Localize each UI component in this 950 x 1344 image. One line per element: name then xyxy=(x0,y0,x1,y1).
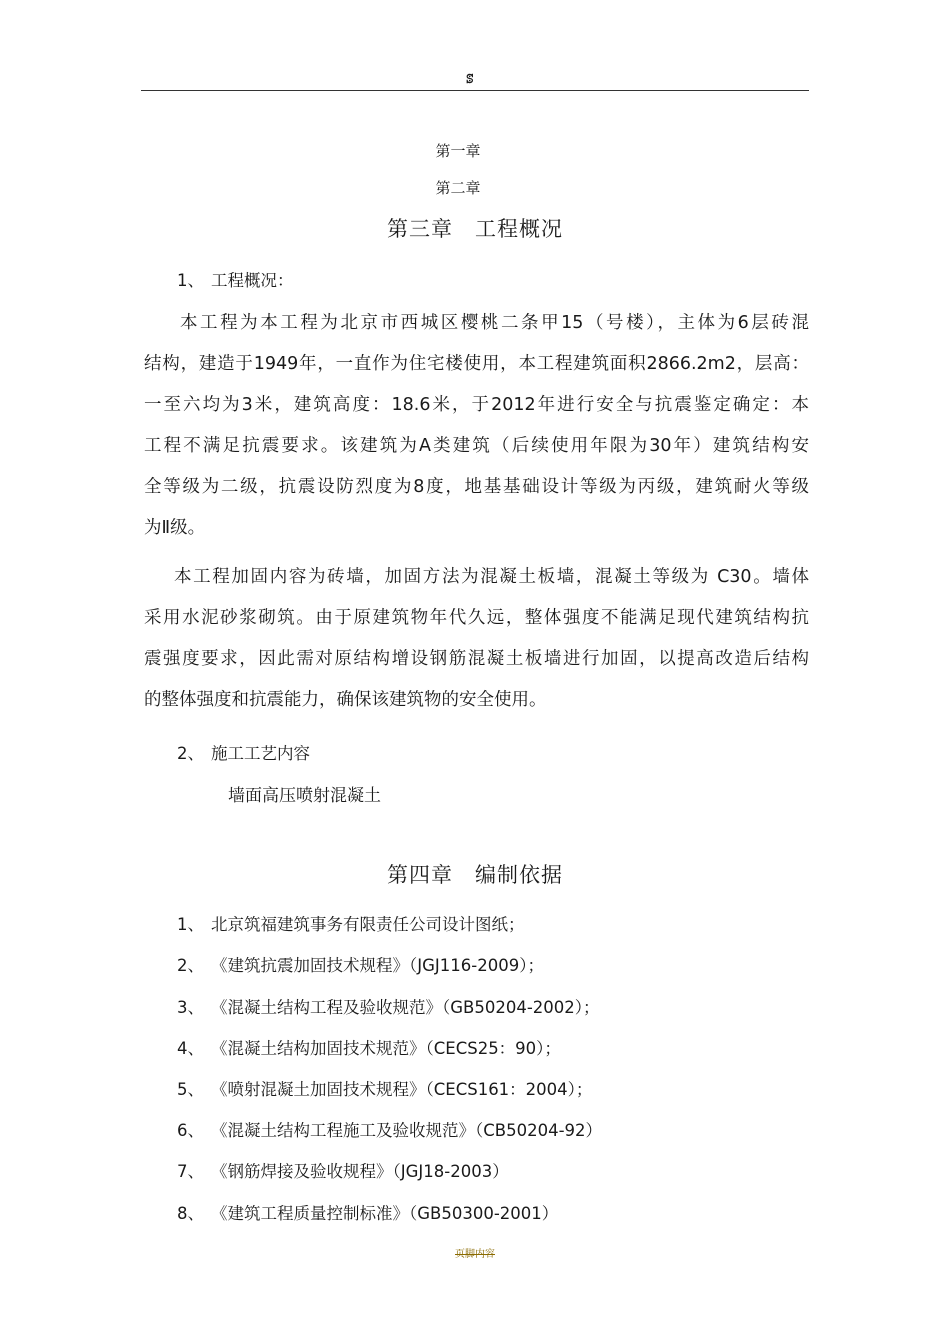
paragraph-line: 为Ⅱ级。 xyxy=(144,518,206,538)
section-1-number: 1、 xyxy=(177,271,204,290)
reference-item: 3、 《混凝土结构工程及验收规范》（GB50204-2002）； xyxy=(177,998,600,1017)
reinforcement-paragraph xyxy=(144,557,809,721)
section-2-number: 2、 xyxy=(177,744,204,763)
paragraph-line: 全等级为二级，抗震设防烈度为8度，地基基础设计等级为丙级，建筑耐火等级 xyxy=(144,477,809,497)
reference-item: 5、 《喷射混凝土加固技术规程》（CECS161：2004）； xyxy=(177,1080,593,1099)
paragraph-line: 本工程为本工程为北京市西城区樱桃二条甲15（号楼），主体为6层砖混 xyxy=(180,313,809,333)
paragraph-line: 一至六均为3米，建筑高度：18.6米，于2012年进行安全与抗震鉴定确定：本 xyxy=(144,395,809,415)
chapter-1-heading: 第一章 xyxy=(435,142,481,160)
reference-item: 6、 《混凝土结构工程施工及验收规范》（CB50204-92） xyxy=(177,1121,603,1140)
section-2-subitem: 墙面高压喷射混凝土 xyxy=(228,786,381,806)
reference-item: 2、 《建筑抗震加固技术规程》（JGJ116-2009）； xyxy=(177,956,544,975)
section-2-title: 施工工艺内容 xyxy=(211,744,310,763)
reference-item: 8、 《建筑工程质量控制标准》（GB50300-2001） xyxy=(177,1204,559,1223)
header-rule xyxy=(141,90,809,91)
section-2-heading xyxy=(177,740,310,764)
section-1-heading xyxy=(177,267,294,291)
reference-item: 4、 《混凝土结构加固技术规范》（CECS25：90）； xyxy=(177,1039,561,1058)
section-1-title: 工程概况： xyxy=(211,271,294,290)
header-mark: ꕷ xyxy=(466,72,474,86)
chapter-3-heading: 第三章 工程概况 xyxy=(387,217,563,241)
paragraph-line: 采用水泥砂浆砌筑。由于原建筑物年代久远，整体强度不能满足现代建筑结构抗 xyxy=(144,608,809,628)
chapter-4-heading: 第四章 编制依据 xyxy=(387,863,563,887)
paragraph-line: 的整体强度和抗震能力，确保该建筑物的安全使用。 xyxy=(144,690,547,710)
page-footer: 页脚内容 xyxy=(455,1249,495,1260)
paragraph-line: 结构，建造于1949年，一直作为住宅楼使用，本工程建筑面积2866.2m2，层高： xyxy=(144,354,809,374)
reference-item: 7、 《钢筋焊接及验收规程》（JGJ18-2003） xyxy=(177,1162,509,1181)
paragraph-line: 震强度要求，因此需对原结构增设钢筋混凝土板墙进行加固，以提高改造后结构 xyxy=(144,649,809,669)
project-overview-paragraph xyxy=(144,303,809,549)
reference-item: 1、 北京筑福建筑事务有限责任公司设计图纸； xyxy=(177,915,525,934)
paragraph-line: 本工程加固内容为砖墙，加固方法为混凝土板墙，混凝土等级为 C30。墙体 xyxy=(174,567,809,587)
chapter-2-heading: 第二章 xyxy=(435,179,481,197)
paragraph-line: 工程不满足抗震要求。该建筑为A类建筑（后续使用年限为30年）建筑结构安 xyxy=(144,436,809,456)
